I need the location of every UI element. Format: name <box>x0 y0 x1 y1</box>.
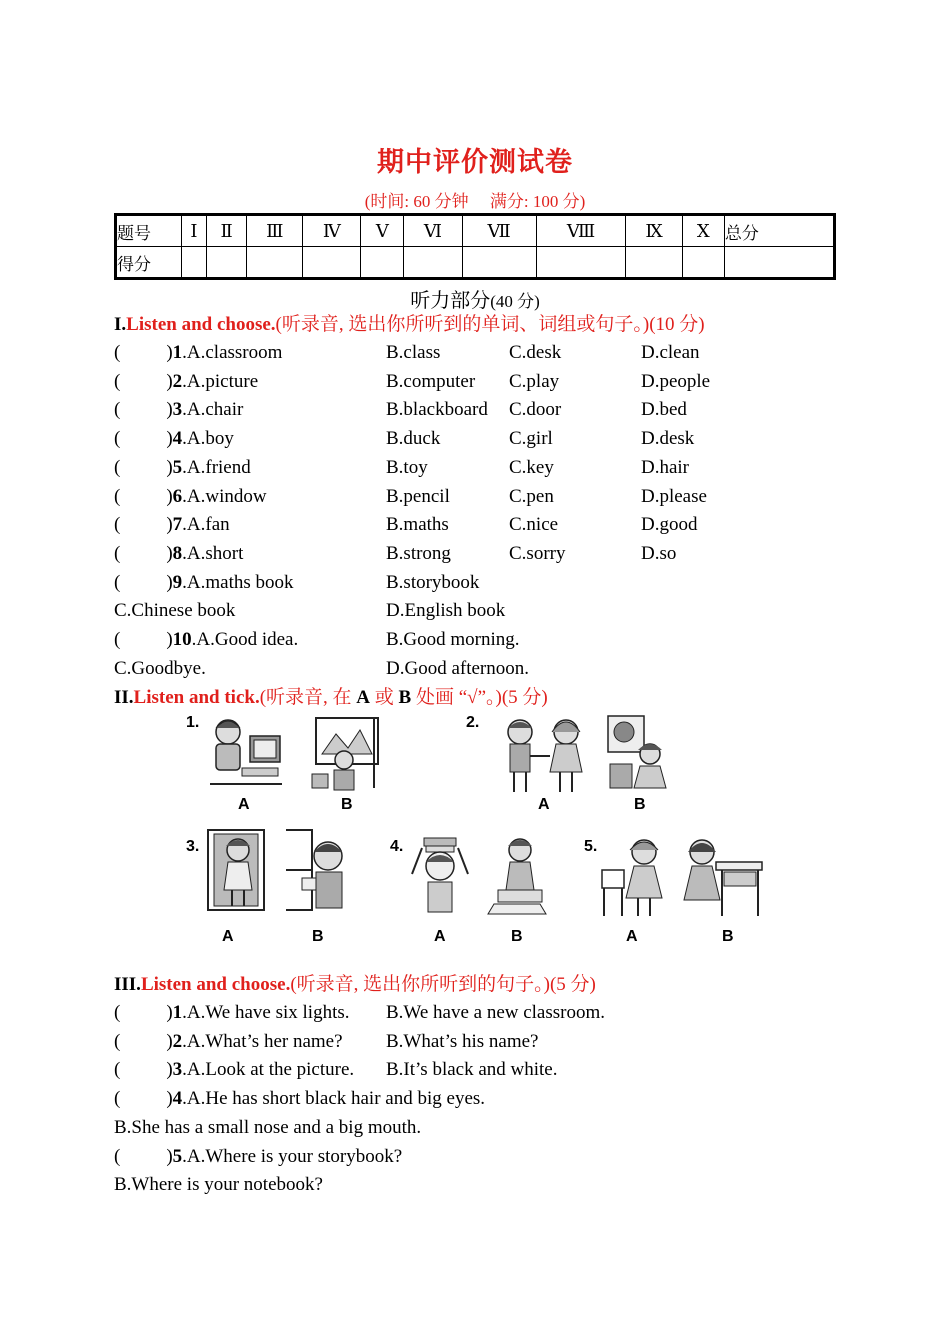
picture-number-2: 2. <box>466 714 480 731</box>
boy-window-illustration <box>282 828 352 912</box>
option-a: A.We have six lights. <box>186 1002 350 1023</box>
answer-paren-close: ) <box>166 543 173 564</box>
answer-paren-close: ) <box>166 1031 173 1052</box>
option-d: D.please <box>641 486 707 507</box>
score-cell[interactable] <box>206 247 246 279</box>
picture-5a-girl-by-chair[interactable] <box>598 836 670 918</box>
question-number: 3 <box>172 399 183 420</box>
option-c: C.pen <box>509 486 554 507</box>
listening-header-score: (40 分) <box>490 292 540 311</box>
question-dot: . <box>182 1031 187 1052</box>
question-dot: . <box>182 1059 187 1080</box>
picture-3b-boy-at-window[interactable] <box>282 828 352 912</box>
option-c: C.sorry <box>509 543 566 564</box>
option-b: B.maths <box>386 514 449 535</box>
picture-4b-label: B <box>511 928 523 945</box>
picture-3a-label: A <box>222 928 234 945</box>
question-dot: . <box>182 428 187 449</box>
section2-numeral: II. <box>114 687 134 708</box>
question-number: 8 <box>172 543 183 564</box>
question-number: 10 <box>172 629 192 650</box>
option-c: C.desk <box>509 342 562 363</box>
page-subtitle: (时间: 60 分钟 满分: 100 分) <box>364 192 586 211</box>
answer-paren-open: ( <box>114 1031 121 1052</box>
picture-4a-girl-with-books[interactable] <box>404 834 476 914</box>
question-number: 1 <box>172 342 183 363</box>
section1-question-1-row <box>114 339 282 367</box>
option-c: C.nice <box>509 514 559 535</box>
option-c: C.Goodbye. <box>114 658 206 679</box>
option-b: B.storybook <box>386 572 480 593</box>
girl-sitting-illustration <box>484 834 550 918</box>
picture-3b-label: B <box>312 928 324 945</box>
answer-paren-close: ) <box>166 1146 173 1167</box>
option-d: D.English book <box>386 600 506 621</box>
section1-instruction: (听录音, 选出你所听到的单词、词组或句子。)(10 分) <box>275 314 705 335</box>
question-dot: . <box>182 486 187 507</box>
score-cell[interactable] <box>182 247 207 279</box>
section2-instruction-b: 处画 “√”。)(5 分) <box>411 687 548 708</box>
picture-5b-label: B <box>722 928 734 945</box>
section3-question-4-row <box>114 1085 485 1113</box>
question-number: 6 <box>172 486 183 507</box>
answer-paren-open: ( <box>114 543 121 564</box>
score-col-10: Ⅹ <box>682 215 724 247</box>
question-dot: . <box>182 1146 187 1167</box>
question-dot: . <box>182 1088 187 1109</box>
boy-painting-illustration <box>308 714 384 792</box>
option-b: B.blackboard <box>386 399 488 420</box>
answer-paren-close: ) <box>166 1088 173 1109</box>
option-b: B.She has a small nose and a big mouth. <box>114 1117 422 1138</box>
score-cell[interactable] <box>404 247 462 279</box>
question-number: 2 <box>172 1031 183 1052</box>
option-c: C.Chinese book <box>114 600 236 621</box>
answer-paren-close: ) <box>166 1059 173 1080</box>
score-cell[interactable] <box>724 247 834 279</box>
section3-heading <box>114 971 596 999</box>
answer-paren-open: ( <box>114 1059 121 1080</box>
option-d: D.Good afternoon. <box>386 658 529 679</box>
option-b: B.toy <box>386 457 428 478</box>
score-col-3: Ⅲ <box>247 215 303 247</box>
picture-1a-boy-at-computer[interactable] <box>206 714 286 792</box>
picture-2b-label: B <box>634 796 646 813</box>
answer-paren-close: ) <box>166 342 173 363</box>
girl-desk-illustration <box>680 836 766 918</box>
listening-section-header <box>0 284 950 313</box>
question-number: 2 <box>172 371 183 392</box>
question-dot: . <box>182 572 187 593</box>
question-number: 9 <box>172 572 183 593</box>
answer-paren-open: ( <box>114 399 121 420</box>
option-b: B.pencil <box>386 486 450 507</box>
answer-paren-close: ) <box>166 399 173 420</box>
section1-question-9-row <box>114 569 294 597</box>
section2-instruction-or: 或 <box>370 687 399 708</box>
option-a: A.picture <box>186 371 259 392</box>
answer-paren-open: ( <box>114 1002 121 1023</box>
section2-instruction-A: A <box>356 687 371 708</box>
answer-paren-close: ) <box>166 572 173 593</box>
section1-question-6-row <box>114 483 267 511</box>
option-b: B.We have a new classroom. <box>386 1002 606 1023</box>
section1-question-3-row <box>114 396 243 424</box>
girl-books-illustration <box>404 834 476 914</box>
option-d: D.hair <box>641 457 690 478</box>
answer-paren-close: ) <box>166 457 173 478</box>
score-table <box>114 213 836 280</box>
section3-title: Listen and choose. <box>140 974 291 995</box>
picture-4b-girl-sitting[interactable] <box>484 834 550 918</box>
option-a: A.chair <box>186 399 244 420</box>
section3-numeral: III. <box>114 974 141 995</box>
section2-heading <box>114 684 548 712</box>
option-b: B.class <box>386 342 441 363</box>
option-b: B.It’s black and white. <box>386 1059 558 1080</box>
picture-2a-shaking-hands[interactable] <box>500 714 590 794</box>
picture-4a-label: A <box>434 928 446 945</box>
option-d: D.people <box>641 371 711 392</box>
picture-3a-girl-at-door[interactable] <box>204 828 268 912</box>
section3-instruction: (听录音, 选出你所听到的句子。)(5 分) <box>290 974 596 995</box>
score-row2-label: 得分 <box>116 247 182 279</box>
score-col-5: Ⅴ <box>361 215 404 247</box>
picture-number-1: 1. <box>186 714 200 731</box>
question-number: 4 <box>172 1088 183 1109</box>
option-a: A.friend <box>186 457 251 478</box>
section3-question-3-row <box>114 1056 354 1084</box>
answer-paren-open: ( <box>114 428 121 449</box>
score-cell[interactable] <box>536 247 626 279</box>
option-d: D.desk <box>641 428 695 449</box>
question-number: 5 <box>172 457 183 478</box>
answer-paren-close: ) <box>166 629 173 650</box>
answer-paren-close: ) <box>166 1002 173 1023</box>
score-col-6: Ⅵ <box>404 215 462 247</box>
picture-number-4: 4. <box>390 838 404 855</box>
score-table-score-row <box>116 247 835 279</box>
question-number: 4 <box>172 428 183 449</box>
section2-instruction-a: (听录音, 在 <box>259 687 357 708</box>
answer-paren-open: ( <box>114 1146 121 1167</box>
picture-number-3: 3. <box>186 838 200 855</box>
score-cell[interactable] <box>247 247 303 279</box>
section1-question-10-row <box>114 626 298 654</box>
option-c: C.key <box>509 457 554 478</box>
option-d: D.so <box>641 543 677 564</box>
section1-question-7-row <box>114 511 230 539</box>
listening-header-text: 听力部分 <box>410 290 491 312</box>
question-dot: . <box>191 629 197 650</box>
girl-door-illustration <box>204 828 268 912</box>
score-col-7: Ⅶ <box>462 215 536 247</box>
score-col-4: Ⅳ <box>303 215 361 247</box>
score-total-label: 总分 <box>724 215 834 247</box>
section1-question-4-row <box>114 425 234 453</box>
answer-paren-open: ( <box>114 1088 121 1109</box>
question-dot: . <box>182 399 187 420</box>
option-b: B.computer <box>386 371 476 392</box>
option-d: D.clean <box>641 342 700 363</box>
question-number: 5 <box>172 1146 183 1167</box>
answer-paren-close: ) <box>166 371 173 392</box>
section3-question-5-row <box>114 1143 402 1171</box>
picture-5b-girl-by-desk[interactable] <box>680 836 766 918</box>
option-c: C.play <box>509 371 560 392</box>
score-col-2: Ⅱ <box>206 215 246 247</box>
girl-chair-illustration <box>598 836 670 918</box>
answer-paren-open: ( <box>114 629 121 650</box>
option-c: C.door <box>509 399 562 420</box>
answer-paren-open: ( <box>114 342 121 363</box>
score-cell[interactable] <box>626 247 682 279</box>
question-dot: . <box>182 543 187 564</box>
question-dot: . <box>182 371 187 392</box>
shaking-hands-illustration <box>500 714 590 794</box>
option-a: A.Look at the picture. <box>186 1059 355 1080</box>
section1-question-2-row <box>114 368 258 396</box>
option-a: A.Good idea. <box>196 629 299 650</box>
picture-2b-boy-and-girl[interactable] <box>604 714 674 794</box>
score-cell[interactable] <box>303 247 361 279</box>
answer-paren-close: ) <box>166 486 173 507</box>
score-col-1: Ⅰ <box>182 215 207 247</box>
answer-paren-close: ) <box>166 514 173 535</box>
option-d: D.bed <box>641 399 687 420</box>
section2-title: Listen and tick. <box>133 687 260 708</box>
section1-question-8-row <box>114 540 243 568</box>
section1-numeral: I. <box>114 314 127 335</box>
picture-2a-label: A <box>538 796 550 813</box>
score-row-label: 题号 <box>116 215 182 247</box>
section2-instruction-B: B <box>398 687 412 708</box>
option-d: D.good <box>641 514 698 535</box>
question-dot: . <box>182 514 187 535</box>
score-col-9: Ⅸ <box>626 215 682 247</box>
boy-computer-illustration <box>206 714 286 792</box>
option-a: A.He has short black hair and big eyes. <box>186 1088 486 1109</box>
answer-paren-open: ( <box>114 572 121 593</box>
picture-5a-label: A <box>626 928 638 945</box>
option-b: B.What’s his name? <box>386 1031 539 1052</box>
option-a: A.boy <box>186 428 234 449</box>
option-a: A.Where is your storybook? <box>186 1146 403 1167</box>
score-table-header-row <box>116 215 835 247</box>
question-dot: . <box>182 342 187 363</box>
option-a: A.maths book <box>186 572 294 593</box>
section1-title: Listen and choose. <box>126 314 276 335</box>
answer-paren-open: ( <box>114 486 121 507</box>
answer-paren-open: ( <box>114 457 121 478</box>
section3-question-1-row <box>114 999 350 1027</box>
question-dot: . <box>182 1002 187 1023</box>
option-a: A.classroom <box>186 342 283 363</box>
boy-girl-illustration <box>604 714 674 794</box>
option-c: C.girl <box>509 428 553 449</box>
picture-number-5: 5. <box>584 838 598 855</box>
option-a: A.What’s her name? <box>186 1031 343 1052</box>
question-number: 1 <box>172 1002 183 1023</box>
question-number: 7 <box>172 514 183 535</box>
score-cell[interactable] <box>361 247 404 279</box>
question-dot: . <box>182 457 187 478</box>
option-a: A.window <box>186 486 267 507</box>
picture-1b-label: B <box>341 796 353 813</box>
score-cell[interactable] <box>462 247 536 279</box>
score-cell[interactable] <box>682 247 724 279</box>
answer-paren-close: ) <box>166 428 173 449</box>
option-b: B.strong <box>386 543 451 564</box>
section1-question-5-row <box>114 454 251 482</box>
option-a: A.fan <box>186 514 230 535</box>
page-title: 期中评价测试卷 <box>377 147 573 177</box>
option-a: A.short <box>186 543 244 564</box>
option-b: B.Good morning. <box>386 629 520 650</box>
question-number: 3 <box>172 1059 183 1080</box>
option-b: B.Where is your notebook? <box>114 1174 323 1195</box>
score-col-8: Ⅷ <box>536 215 626 247</box>
section3-question-2-row <box>114 1028 343 1056</box>
option-b: B.duck <box>386 428 441 449</box>
answer-paren-open: ( <box>114 371 121 392</box>
picture-1a-label: A <box>238 796 250 813</box>
answer-paren-open: ( <box>114 514 121 535</box>
section1-heading <box>114 311 705 339</box>
picture-1b-boy-painting[interactable] <box>308 714 384 792</box>
